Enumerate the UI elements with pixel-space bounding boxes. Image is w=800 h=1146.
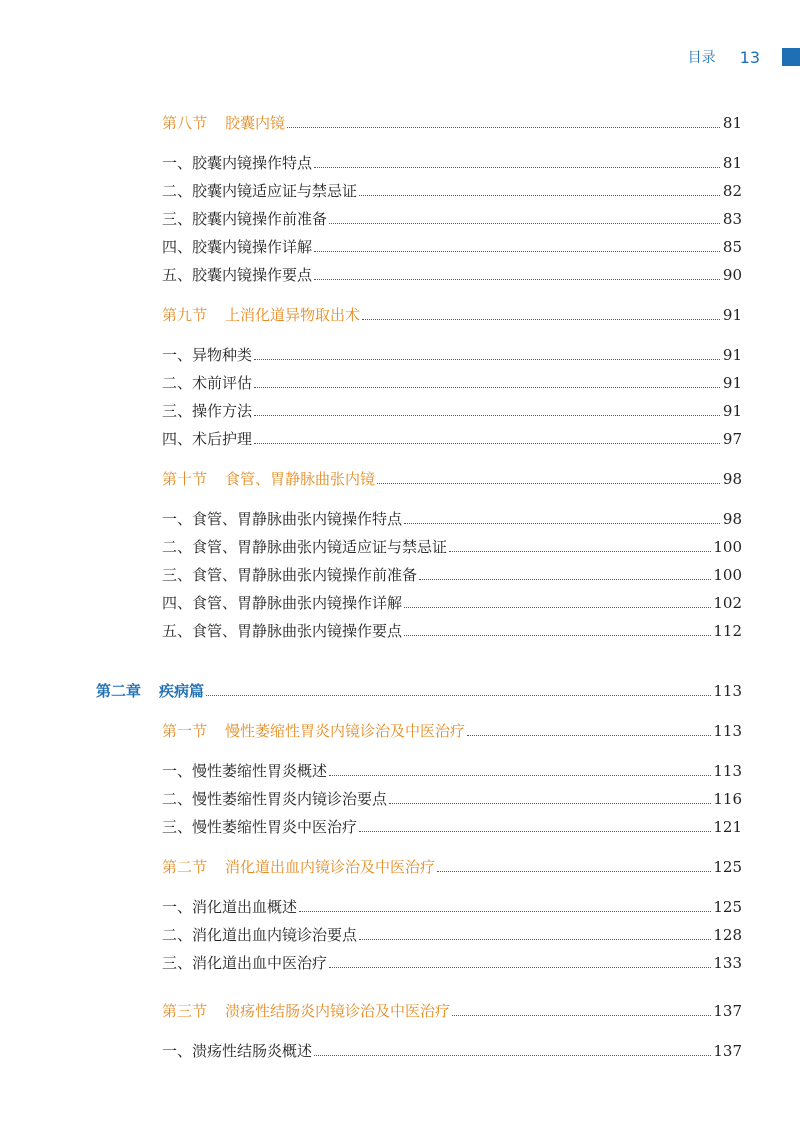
toc-page-number: 91	[722, 346, 742, 364]
dot-leader	[419, 578, 711, 580]
dot-leader	[314, 166, 720, 168]
toc-item-row[interactable]	[162, 922, 742, 946]
toc-entry-label	[162, 180, 357, 202]
dot-leader	[452, 1014, 711, 1016]
toc-section-row[interactable]	[162, 998, 742, 1022]
toc-entry-title: 一、消化道出血概述	[162, 898, 298, 916]
toc-page-number: 90	[722, 266, 742, 284]
toc-page-number: 113	[713, 722, 742, 740]
dot-leader	[359, 830, 711, 832]
toc-item-row[interactable]	[162, 950, 742, 974]
toc-entry-title: 疾病篇	[159, 682, 205, 700]
toc-entry-title: 一、溃疡性结肠炎概述	[162, 1042, 313, 1060]
toc-page-number: 97	[722, 430, 742, 448]
toc-page-number: 81	[722, 154, 742, 172]
toc-item-row[interactable]	[162, 814, 742, 838]
dot-leader	[377, 482, 720, 484]
toc-entry-title: 食管、胃静脉曲张内镜	[225, 470, 376, 488]
toc-entry-title: 三、食管、胃静脉曲张内镜操作前准备	[162, 566, 418, 584]
dot-leader	[389, 802, 711, 804]
toc-page-number: 133	[713, 954, 742, 972]
toc-section-row[interactable]	[162, 302, 742, 326]
toc-entry-label	[162, 344, 252, 366]
dot-leader	[329, 774, 711, 776]
header-page-number: 13	[739, 47, 760, 67]
toc-entry-label	[162, 152, 312, 174]
toc-entry-label	[162, 372, 252, 394]
toc-section-row[interactable]	[162, 110, 742, 134]
toc-entry-title: 三、消化道出血中医治疗	[162, 954, 328, 972]
toc-page-number: 121	[713, 818, 742, 836]
toc-entry-prefix: 第八节	[162, 114, 208, 132]
toc-item-row[interactable]	[162, 342, 742, 366]
toc-page-number: 137	[713, 1042, 742, 1060]
toc-item-row[interactable]	[162, 206, 742, 230]
running-header	[688, 46, 800, 68]
toc-page-number: 91	[722, 374, 742, 392]
toc-page-number: 100	[713, 566, 742, 584]
toc-item-row[interactable]	[162, 1038, 742, 1062]
dot-leader	[254, 442, 720, 444]
toc-entry-label	[162, 400, 252, 422]
toc-page-number: 137	[713, 1002, 742, 1020]
toc-entry-label	[162, 760, 327, 782]
toc-page-number: 116	[713, 790, 742, 808]
toc-entry-label	[162, 816, 357, 838]
dot-leader	[254, 386, 720, 388]
dot-leader	[314, 250, 720, 252]
dot-leader	[254, 414, 720, 416]
toc-item-row[interactable]	[162, 370, 742, 394]
toc-page-number: 128	[713, 926, 742, 944]
toc-entry-label	[162, 788, 387, 810]
toc-page-number: 91	[722, 306, 742, 324]
toc-entry-label	[162, 720, 465, 742]
toc-section-row[interactable]	[162, 854, 742, 878]
toc-page-number: 113	[713, 682, 742, 700]
toc-entry-label	[162, 236, 312, 258]
toc-entry-label	[162, 468, 375, 490]
toc-entry-label	[162, 304, 360, 326]
toc-item-row[interactable]	[162, 562, 742, 586]
toc-page-number: 98	[722, 470, 742, 488]
toc-item-row[interactable]	[162, 534, 742, 558]
toc-entry-label	[162, 1040, 312, 1062]
toc-entry-prefix: 第一节	[162, 722, 208, 740]
toc-entry-title: 一、胶囊内镜操作特点	[162, 154, 313, 172]
dot-leader	[314, 1054, 711, 1056]
toc-page-number: 98	[722, 510, 742, 528]
toc-entry-label	[162, 564, 417, 586]
toc-entry-title: 消化道出血内镜诊治及中医治疗	[225, 858, 436, 876]
toc-entry-prefix: 第九节	[162, 306, 208, 324]
toc-entry-label	[162, 112, 285, 134]
toc-item-row[interactable]	[162, 398, 742, 422]
toc-entry-label	[162, 1000, 450, 1022]
dot-leader	[404, 634, 711, 636]
toc-item-row[interactable]	[162, 234, 742, 258]
toc-entry-title: 三、胶囊内镜操作前准备	[162, 210, 328, 228]
toc-entry-title: 一、慢性萎缩性胃炎概述	[162, 762, 328, 780]
toc-entry-title: 一、食管、胃静脉曲张内镜操作特点	[162, 510, 403, 528]
toc-entry-title: 胶囊内镜	[225, 114, 286, 132]
toc-entry-prefix: 第三节	[162, 1002, 208, 1020]
toc-entry-label	[162, 924, 357, 946]
toc-entry-title: 二、胶囊内镜适应证与禁忌证	[162, 182, 358, 200]
toc-page-number: 83	[722, 210, 742, 228]
toc-item-row[interactable]	[162, 150, 742, 174]
toc-section-row[interactable]	[162, 718, 742, 742]
toc-entry-label	[162, 896, 297, 918]
toc-entry-title: 一、异物种类	[162, 346, 253, 364]
dot-leader	[449, 550, 711, 552]
toc-page-number: 102	[713, 594, 742, 612]
dot-leader	[359, 938, 711, 940]
toc-chapter-row[interactable]	[96, 678, 742, 702]
toc-item-row[interactable]	[162, 178, 742, 202]
toc-entry-label	[162, 856, 435, 878]
toc-entry-title: 二、食管、胃静脉曲张内镜适应证与禁忌证	[162, 538, 448, 556]
dot-leader	[404, 522, 720, 524]
dot-leader	[329, 222, 720, 224]
dot-leader	[206, 694, 711, 696]
toc-page-number: 81	[722, 114, 742, 132]
toc-item-row[interactable]	[162, 786, 742, 810]
dot-leader	[314, 278, 720, 280]
toc-item-row[interactable]	[162, 262, 742, 286]
toc-entry-label	[96, 680, 204, 702]
toc-page-number: 125	[713, 858, 742, 876]
toc-entry-prefix: 第二节	[162, 858, 208, 876]
toc-entry-title: 二、消化道出血内镜诊治要点	[162, 926, 358, 944]
toc-entry-label	[162, 428, 252, 450]
toc-page-number: 82	[722, 182, 742, 200]
dot-leader	[437, 870, 711, 872]
toc-entry-title: 上消化道异物取出术	[225, 306, 361, 324]
toc-item-row[interactable]	[162, 618, 742, 642]
toc-entry-prefix: 第二章	[96, 682, 142, 700]
toc-entry-title: 四、术后护理	[162, 430, 253, 448]
dot-leader	[359, 194, 720, 196]
toc-entry-label	[162, 952, 327, 974]
toc-entry-label	[162, 620, 402, 642]
toc-item-row[interactable]	[162, 894, 742, 918]
toc-entry-title: 四、食管、胃静脉曲张内镜操作详解	[162, 594, 403, 612]
toc-entry-title: 慢性萎缩性胃炎内镜诊治及中医治疗	[225, 722, 466, 740]
dot-leader	[362, 318, 720, 320]
toc-entry-title: 二、慢性萎缩性胃炎内镜诊治要点	[162, 790, 388, 808]
toc-entry-title: 三、操作方法	[162, 402, 253, 420]
toc-item-row[interactable]	[162, 426, 742, 450]
toc-entry-label	[162, 536, 447, 558]
toc-entry-label	[162, 592, 402, 614]
dot-leader	[467, 734, 711, 736]
toc-page-number: 113	[713, 762, 742, 780]
toc-page-number: 112	[713, 622, 742, 640]
toc-page-number: 91	[722, 402, 742, 420]
header-section-title: 目录	[687, 50, 716, 66]
toc-page-number: 125	[713, 898, 742, 916]
toc-item-row[interactable]	[162, 758, 742, 782]
dot-leader	[329, 966, 711, 968]
toc-entry-prefix: 第十节	[162, 470, 208, 488]
toc-entry-label	[162, 264, 312, 286]
toc-page-number: 85	[722, 238, 742, 256]
toc-entry-title: 三、慢性萎缩性胃炎中医治疗	[162, 818, 358, 836]
dot-leader	[404, 606, 711, 608]
toc-entry-title: 二、术前评估	[162, 374, 253, 392]
dot-leader	[299, 910, 711, 912]
dot-leader	[254, 358, 720, 360]
dot-leader	[287, 126, 720, 128]
toc-section-row[interactable]	[162, 466, 742, 490]
header-accent-bar	[782, 48, 800, 66]
toc-item-row[interactable]	[162, 506, 742, 530]
toc-entry-title: 四、胶囊内镜操作详解	[162, 238, 313, 256]
toc-item-row[interactable]	[162, 590, 742, 614]
toc-entry-label	[162, 208, 327, 230]
toc-entry-title: 五、食管、胃静脉曲张内镜操作要点	[162, 622, 403, 640]
toc-page-number: 100	[713, 538, 742, 556]
toc-entry-title: 五、胶囊内镜操作要点	[162, 266, 313, 284]
toc-entry-label	[162, 508, 402, 530]
toc-entry-title: 溃疡性结肠炎内镜诊治及中医治疗	[225, 1002, 451, 1020]
